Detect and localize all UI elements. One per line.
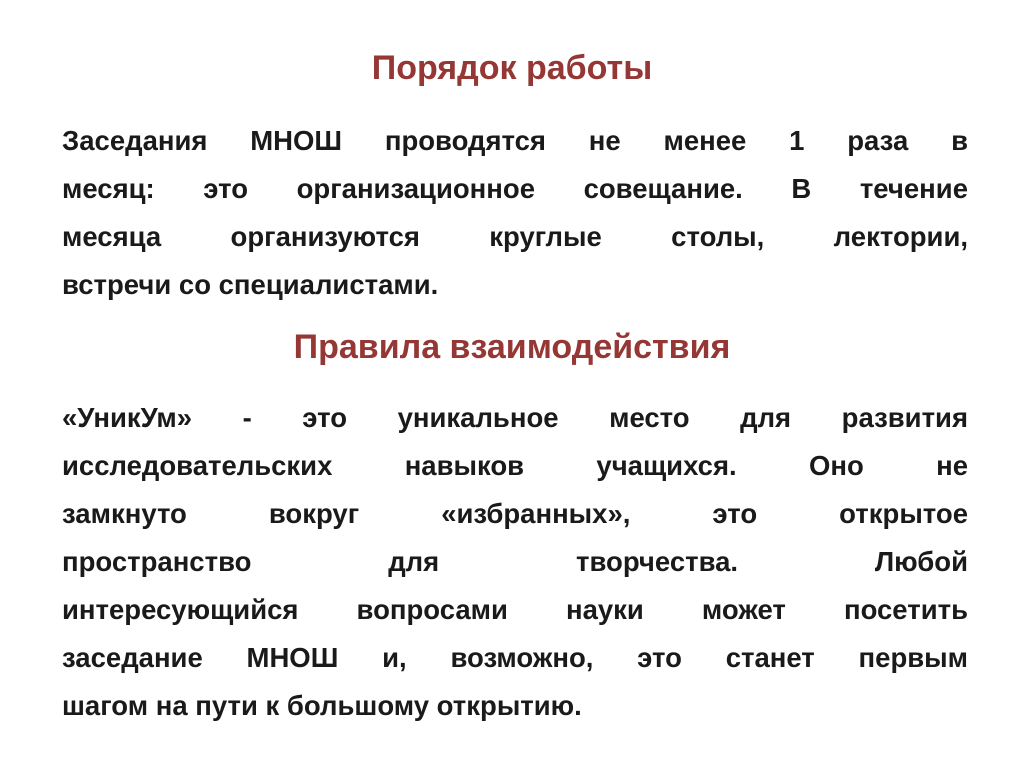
slide-title-work-order: Порядок работы — [371, 49, 653, 87]
paragraph-line: «УникУм» - это уникальное место для развития — [62, 402, 968, 433]
slide-title-interaction-rules: Правила взаимодействия — [293, 328, 731, 366]
paragraph-line: месяца организуются круглые столы, лектории, — [62, 221, 968, 252]
paragraph-line: пространство для творчества. Любой — [62, 546, 968, 577]
paragraph-line: замкнуто вокруг «избранных», это открытое — [62, 498, 968, 529]
paragraph-line: встречи со специалистами. — [62, 269, 439, 300]
paragraph-line: исследовательских навыков учащихся. Оно не — [62, 450, 968, 481]
paragraph-meetings — [62, 117, 968, 309]
paragraph-line: Заседания МНОШ проводятся не менее 1 раза в — [62, 125, 968, 156]
paragraph-unikum — [62, 394, 968, 730]
paragraph-line: месяц: это организационное совещание. В течение — [62, 173, 968, 204]
paragraph-line: интересующийся вопросами науки может посетить — [62, 594, 968, 625]
paragraph-line: заседание МНОШ и, возможно, это станет первым — [62, 642, 968, 673]
paragraph-line: шагом на пути к большому открытию. — [62, 690, 582, 721]
